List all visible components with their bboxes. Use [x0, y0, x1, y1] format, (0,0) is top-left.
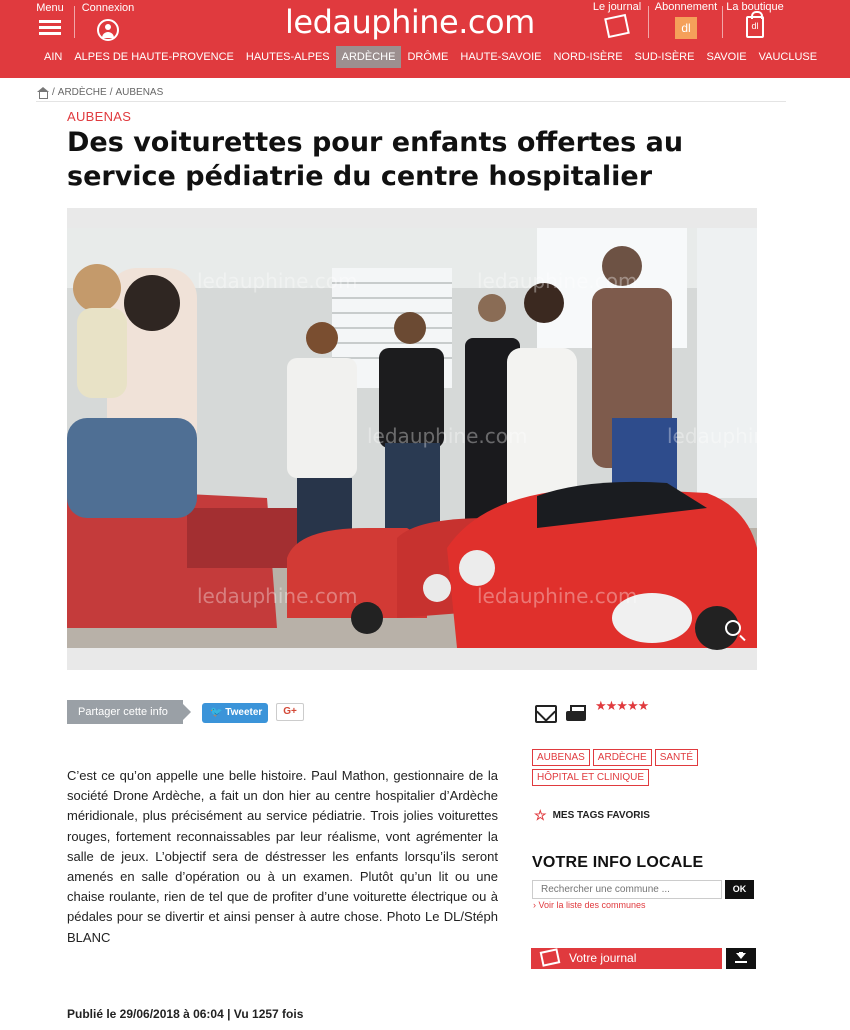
photo-watermark: ledauphine.com [197, 584, 358, 608]
commune-list-link[interactable]: › Voir la liste des communes [533, 900, 646, 910]
tag-sante[interactable]: SANTÉ [655, 749, 698, 766]
shop-label: La boutique [726, 1, 784, 13]
nav-item-haute-savoie[interactable]: HAUTE-SAVOIE [460, 51, 542, 63]
login-button[interactable] [78, 2, 138, 41]
nav-item-nord-isere[interactable]: NORD-ISÈRE [553, 51, 623, 63]
hamburger-icon [39, 20, 61, 36]
your-journal-button[interactable] [531, 948, 722, 969]
commune-search-input[interactable] [532, 880, 722, 899]
breadcrumb-separator: / [52, 87, 55, 98]
photo-watermark: ledauphine.com [477, 269, 638, 293]
top-header [0, 0, 850, 78]
header-divider [648, 6, 649, 38]
print-icon[interactable] [566, 705, 586, 723]
login-label: Connexion [81, 2, 135, 14]
photo-watermark: ledauphine.com [367, 424, 528, 448]
breadcrumb-ardeche[interactable]: ARDÈCHE [57, 87, 107, 98]
shopping-bag-icon: dl [746, 16, 764, 38]
dl-badge-icon: dl [675, 17, 697, 39]
google-plus-button[interactable]: G+ [276, 703, 304, 721]
breadcrumb-separator: / [109, 87, 113, 98]
breadcrumb-aubenas[interactable]: AUBENAS [115, 87, 164, 98]
photo-watermark: ledauphine.com [197, 269, 358, 293]
article-kicker[interactable]: AUBENAS [67, 109, 132, 124]
nav-item-hautes-alpes[interactable]: HAUTES-ALPES [245, 51, 330, 63]
site-logo[interactable]: ledauphine.com [285, 3, 535, 41]
nav-item-drome[interactable]: DRÔME [407, 51, 449, 63]
menu-button[interactable] [30, 2, 70, 36]
local-info-title: VOTRE INFO LOCALE [532, 854, 704, 871]
subscription-label: Abonnement [654, 1, 718, 13]
photo-illustration [67, 228, 828, 648]
download-icon-stem [739, 952, 743, 956]
article-tags [532, 749, 742, 786]
user-icon [97, 19, 119, 41]
nav-item-vaucluse[interactable]: VAUCLUSE [758, 51, 818, 63]
nav-item-sud-isere[interactable]: SUD-ISÈRE [634, 51, 695, 63]
tweet-button[interactable] [202, 703, 268, 723]
shop-link[interactable] [726, 1, 784, 38]
favorite-tags-link[interactable] [534, 807, 650, 824]
publication-info: Publié le 29/06/2018 à 06:04 | Vu 1257 fois [67, 1007, 304, 1021]
header-divider [722, 6, 723, 38]
menu-label: Menu [36, 2, 64, 14]
email-icon[interactable] [535, 705, 557, 723]
twitter-icon: 🐦 [210, 707, 226, 718]
article-title: Des voiturettes pour enfants offertes au service pédiatrie du centre hospitalier [67, 127, 684, 192]
home-icon[interactable] [36, 87, 49, 98]
share-label: Partager cette info [67, 700, 183, 724]
journal-link[interactable] [592, 1, 642, 36]
article-photo[interactable] [67, 228, 828, 648]
journal-label: Le journal [592, 1, 642, 13]
department-nav [38, 46, 823, 68]
breadcrumb [36, 84, 786, 102]
header-divider [74, 6, 75, 38]
nav-item-ardeche[interactable]: ARDÈCHE [336, 46, 402, 68]
nav-item-savoie[interactable]: SAVOIE [706, 51, 747, 63]
subscription-link[interactable] [653, 1, 719, 39]
tweet-label: Tweeter [225, 707, 263, 718]
star-outline-icon: ☆ [534, 807, 547, 823]
nav-item-ain[interactable]: AIN [44, 51, 63, 63]
nav-item-alpes-de-haute-provence[interactable]: ALPES DE HAUTE-PROVENCE [74, 51, 234, 63]
zoom-icon[interactable] [725, 620, 741, 636]
rating-stars[interactable]: ★★★★★ [595, 698, 649, 713]
newspaper-icon [604, 14, 630, 38]
favorite-tags-label: MES TAGS FAVORIS [552, 810, 650, 821]
photo-watermark: ledauphine.com [477, 584, 638, 608]
tag-hopital-et-clinique[interactable]: HÔPITAL ET CLINIQUE [532, 769, 649, 786]
newspaper-icon [540, 948, 561, 966]
tag-ardeche[interactable]: ARDÈCHE [593, 749, 652, 766]
article-body: C’est ce qu’on appelle une belle histoire. Paul Mathon, gestionnaire de la société Drone Ardèche, a fait un don hier au centre hospitalier d’Ardèche méridionale, plus précisément au service pédiatrie. Trois jolies voiturettes rouges, fortement reconnaissables par leur réalisme, vont agrémenter la salle de jeux. L’objectif sera de déstresser les enfants lorsqu’ils seront amenés en salle d’opération ou à un examen. Plutôt qu’un lit ou une chaise roulante, rien de tel que de profiter d’une voiturette électrique ou à pédales pour se divertir et ainsi penser à autre chose. Photo Le DL/Stéph BLANC [67, 768, 498, 945]
commune-ok-button[interactable]: OK [725, 880, 754, 899]
tag-aubenas[interactable]: AUBENAS [532, 749, 590, 766]
photo-watermark: ledauphine.com [667, 424, 828, 448]
your-journal-label: Votre journal [569, 951, 637, 965]
